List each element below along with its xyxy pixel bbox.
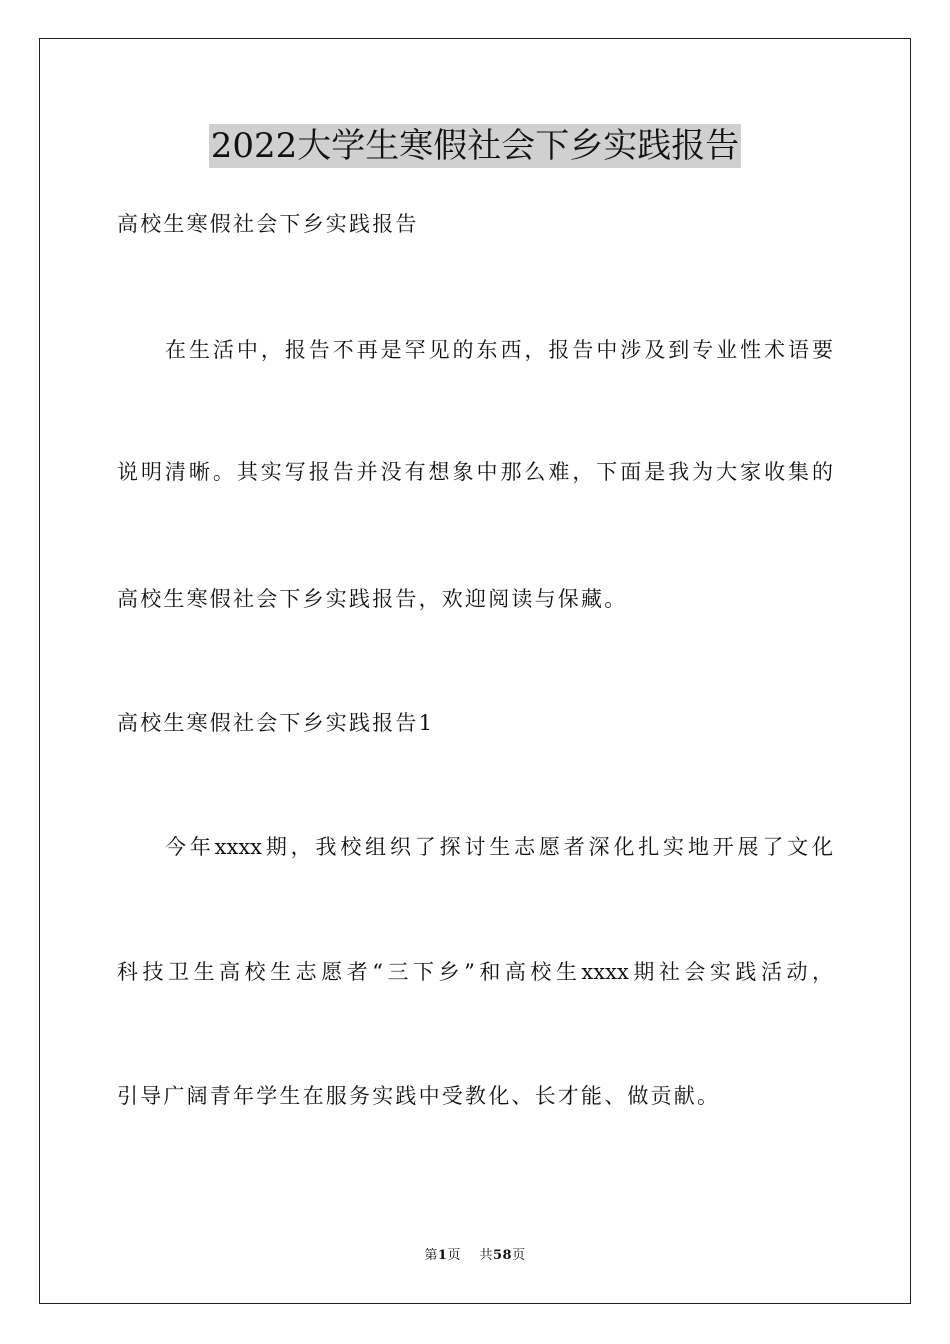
paragraph-line: 高校生寒假社会下乡实践报告，欢迎阅读与保藏。 <box>117 587 628 611</box>
footer-total-suffix: 页 <box>512 1248 526 1263</box>
paragraph-line: 科技卫生高校生志愿者“三下乡”和高校生xxxx期社会实践活动， <box>117 960 833 984</box>
paragraph-line: 说明清晰。其实写报告并没有想象中那么难，下面是我为大家收集的 <box>117 460 833 484</box>
footer-page-number: 1 <box>437 1248 448 1263</box>
footer-total-prefix: 共 <box>479 1248 493 1263</box>
footer-total-pages: 58 <box>493 1248 513 1263</box>
title-container <box>0 124 950 168</box>
paragraph-line: 在生活中，报告不再是罕见的东西，报告中涉及到专业性术语要 <box>165 338 833 362</box>
paragraph-line: 今年xxxx期，我校组织了探讨生志愿者深化扎实地开展了文化 <box>165 835 833 859</box>
document-title: 2022大学生寒假社会下乡实践报告 <box>210 126 740 166</box>
footer-page-suffix: 页 <box>447 1248 461 1263</box>
subtitle-line: 高校生寒假社会下乡实践报告 <box>117 212 419 236</box>
paragraph-line: 引导广阔青年学生在服务实践中受教化、长才能、做贡献。 <box>117 1084 721 1108</box>
section-heading: 高校生寒假社会下乡实践报告1 <box>117 711 435 735</box>
footer-page-prefix: 第 <box>424 1248 438 1263</box>
page-footer <box>0 1247 950 1265</box>
